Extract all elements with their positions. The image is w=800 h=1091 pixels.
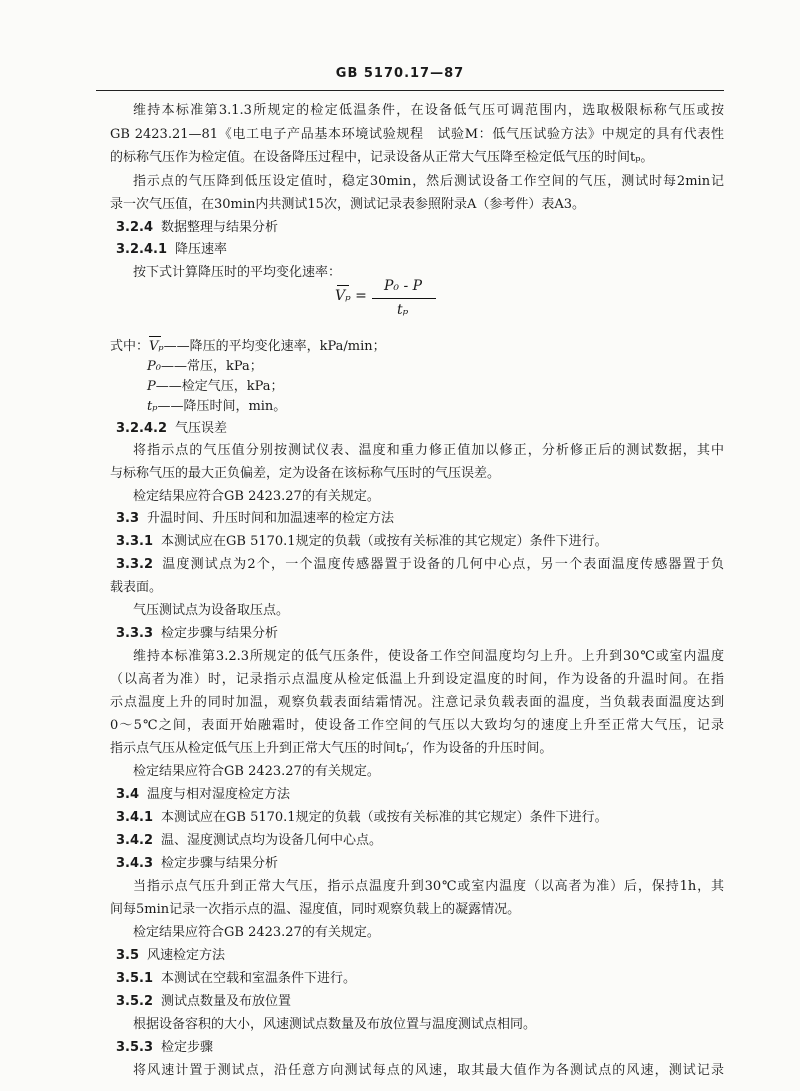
para-line: 气压测试点为设备取压点。 <box>133 603 290 618</box>
para-line: 间每5min记录一次指示点的温、湿度值，同时观察负载上的凝露情况。 <box>110 902 521 917</box>
para-line: 当指示点气压升到正常大气压，指示点温度升到30℃或室内温度（以高者为准）后，保持1h，其 <box>133 879 724 894</box>
where-line: P₀——常压，kPa； <box>147 359 263 374</box>
para-line: 录一次气压值，在30min内共测试15次，测试记录表参照附录A（参考件）表A3。 <box>110 197 585 212</box>
para-line: 维持本标准第3.1.3所规定的检定低温条件，在设备低气压可调范围内，选取极限标称气压或按 <box>133 103 724 118</box>
section-3-3-2: 3.3.2 温度测试点为2个，一个温度传感器置于设备的几何中心点，另一个表面温度传感器置于负 <box>116 557 724 572</box>
section-heading-3-2-4-2: 3.2.4.2 气压误差 <box>116 421 228 436</box>
para-line: 根据设备容积的大小，风速测试点数量及布放位置与温度测试点相同。 <box>133 1017 537 1032</box>
section-heading-3-5-3: 3.5.3 检定步骤 <box>116 1040 214 1055</box>
section-heading-3-4-3: 3.4.3 检定步骤与结果分析 <box>116 856 279 871</box>
section-3-4-2: 3.4.2 温、湿度测试点均为设备几何中心点。 <box>116 833 383 848</box>
overbar <box>149 336 161 337</box>
section-3-4-1: 3.4.1 本测试应在GB 5170.1规定的负载（或按有关标准的其它规定）条件下进行。 <box>116 810 608 825</box>
section-3-3-1: 3.3.1 本测试应在GB 5170.1规定的负载（或按有关标准的其它规定）条件下进行。 <box>116 534 608 549</box>
para-line: 将风速计置于测试点，沿任意方向测试每点的风速，取其最大值作为各测试点的风速，测试记录 <box>133 1063 724 1078</box>
running-header: GB 5170.17—87 <box>335 66 465 81</box>
para-line: 维持本标准第3.2.3所规定的低气压条件，使设备工作空间温度均匀上升。上升到30℃或室内温度 <box>133 649 724 664</box>
para-line: 0～5℃之间，表面开始融霜时，使设备工作空间的气压以大致均匀的速度上升至正常大气压，记录 <box>110 718 724 733</box>
formula-lhs: Vₚ = <box>335 288 367 304</box>
section-heading-3-5: 3.5 风速检定方法 <box>116 948 226 963</box>
section-heading-3-5-2: 3.5.2 测试点数量及布放位置 <box>116 994 292 1009</box>
para-line: 按下式计算降压时的平均变化速率： <box>133 265 342 280</box>
formula-denominator: tₚ <box>397 302 409 318</box>
para-line: GB 2423.21—81《电工电子产品基本环境试验规程 试验M：低气压试验方法》中规定的具有代表性 <box>110 127 724 142</box>
header-rule <box>96 90 724 91</box>
section-heading-3-3-3: 3.3.3 检定步骤与结果分析 <box>116 626 279 641</box>
where-line: 式中：Vₚ——降压的平均变化速率，kPa/min； <box>110 339 386 354</box>
overbar <box>337 285 349 286</box>
para-line: （以高者为准）时，记录指示点温度从检定低温上升到设定温度的时间，作为设备的升温时间。在指 <box>110 672 724 687</box>
para-line: 的标称气压作为检定值。在设备降压过程中，记录设备从正常大气压降至检定低气压的时间tₚ。 <box>110 150 654 165</box>
section-3-5-1: 3.5.1 本测试在空载和室温条件下进行。 <box>116 971 357 986</box>
where-line: tₚ——降压时间，min。 <box>147 399 287 414</box>
para-line: 示点温度上升的同时加温，观察负载表面结霜情况。注意记录负载表面的温度，当负载表面温度达到 <box>110 695 724 710</box>
section-heading-3-3: 3.3 升温时间、升压时间和加温速率的检定方法 <box>116 511 395 526</box>
fraction-line <box>372 298 436 299</box>
para-line: 指示点气压从检定低气压上升到正常大气压的时间tₚ′，作为设备的升压时间。 <box>110 741 553 756</box>
formula-numerator: P₀ - P <box>384 278 423 294</box>
para-line: 将指示点的气压值分别按测试仪表、温度和重力修正值加以修正，分析修正后的测试数据，其中 <box>133 443 724 458</box>
para-line: 检定结果应符合GB 2423.27的有关规定。 <box>133 764 380 779</box>
para-line: 检定结果应符合GB 2423.27的有关规定。 <box>133 489 380 504</box>
section-heading-3-4: 3.4 温度与相对湿度检定方法 <box>116 787 291 802</box>
para-line: 与标称气压的最大正负偏差，定为设备在该标称气压时的气压误差。 <box>110 466 501 481</box>
section-heading-3-2-4-1: 3.2.4.1 降压速率 <box>116 242 228 257</box>
para-line: 指示点的气压降到低压设定值时，稳定30min，然后测试设备工作空间的气压，测试时每2min记 <box>133 174 724 189</box>
where-line: P——检定气压，kPa； <box>147 379 284 394</box>
para-line: 检定结果应符合GB 2423.27的有关规定。 <box>133 925 380 940</box>
section-heading-3-2-4: 3.2.4 数据整理与结果分析 <box>116 220 279 235</box>
para-line: 载表面。 <box>110 580 163 595</box>
